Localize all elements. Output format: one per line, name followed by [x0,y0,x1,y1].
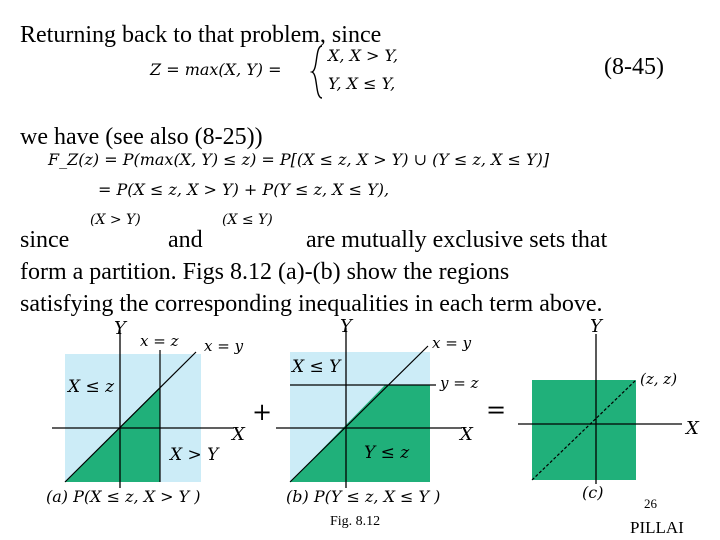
fig-a-axis-x-label: X [232,424,245,445]
fz-equation-line-2: = P(X ≤ z, X > Y) + P(Y ≤ z, X ≤ Y), [98,180,390,199]
fig-b-label-y-eq-z: y = z [440,374,479,392]
fig-b-region-label-2: Y ≤ z [364,443,410,463]
figure-b [276,316,479,506]
we-have-text: we have (see also (8-25)) [20,124,263,150]
fig-c-caption: (c) [582,483,604,502]
equals-sign: = [486,396,507,424]
intro-text: Returning back to that problem, since [20,22,382,48]
since-word: since [20,227,70,253]
page-number: 26 [644,496,657,511]
plus-sign: + [252,398,273,426]
fig-a-axis-y-label: Y [114,318,126,339]
fig-a-region-label: X ≤ z [68,377,115,397]
case-1: X, X > Y, [328,46,399,65]
equation-number: (8-45) [604,54,664,80]
paragraph-line-1-tail: are mutually exclusive sets that [306,227,608,253]
case-2: Y, X ≤ Y, [328,74,396,93]
figure-c [518,316,700,502]
fig-a-label-x-eq-y: x = y [204,337,244,355]
and-word: and [168,227,203,253]
fig-b-axis-y-label: Y [340,316,352,337]
fig-b-caption: (b) P(Y ≤ z, X ≤ Y ) [286,487,441,506]
fig-c-axis-y-label: Y [590,316,602,337]
figure-caption: Fig. 8.12 [330,514,381,529]
set-x-le-y: (X ≤ Y) [222,212,273,228]
fig-c-point-label: (z, z) [640,370,678,388]
fig-c-axis-x-label: X [686,418,699,439]
fig-a-caption: (a) P(X ≤ z, X > Y ) [46,487,201,506]
fig-b-label-x-eq-y: x = y [432,334,472,352]
fig-a-label-x-eq-z: x = z [140,332,179,350]
fz-equation-line-1: F_Z(z) = P(max(X, Y) ≤ z) = P[(X ≤ z, X > Y) ∪ (Y ≤ z, X ≤ Y)] [48,150,550,169]
set-x-greater-y: (X > Y) [90,212,141,228]
figure-a [46,318,246,506]
paragraph-line-2: form a partition. Figs 8.12 (a)-(b) show the regions [20,259,510,285]
fig-a-region-label-2: X > Y [170,445,219,465]
fig-b-region-label: X ≤ Y [292,357,341,377]
author-name: PILLAI [630,518,684,537]
fig-b-axis-x-label: X [460,424,473,445]
paragraph-line-3: satisfying the corresponding inequalities in each term above. [20,291,603,317]
z-lhs: Z = max(X, Y) = [150,60,282,79]
